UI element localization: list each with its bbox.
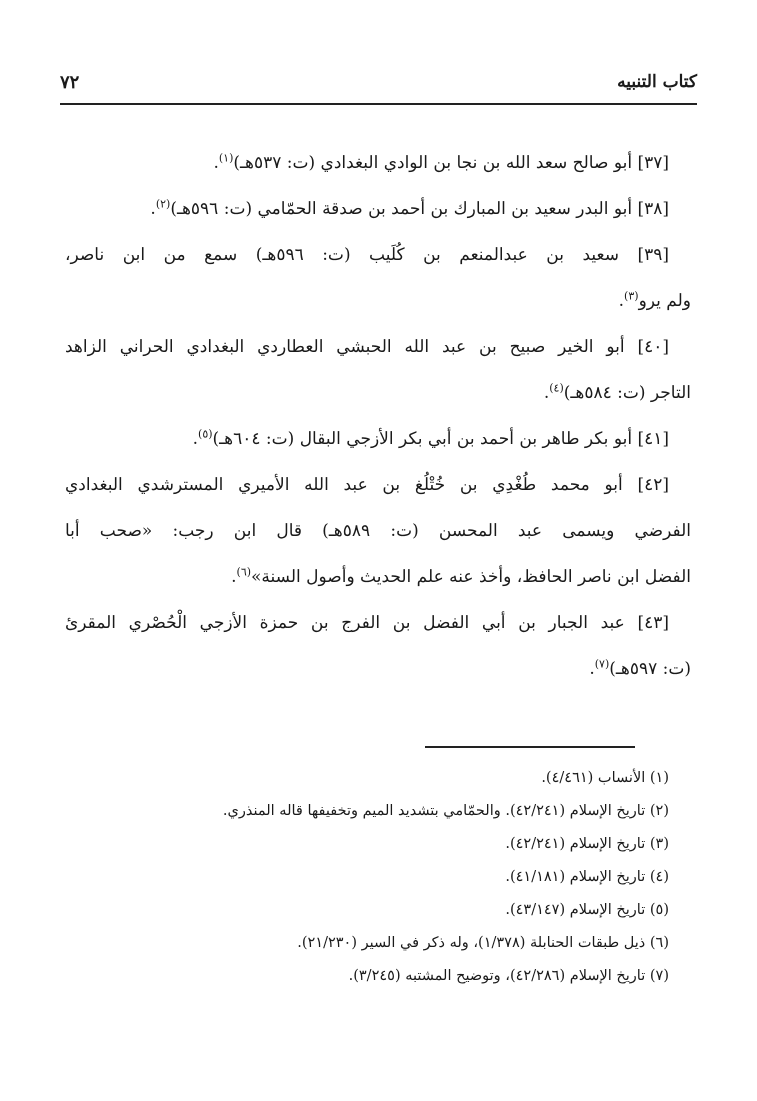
entry-38 bbox=[65, 186, 669, 232]
entry-39 bbox=[65, 232, 669, 278]
footnote-ref: (٤) bbox=[549, 381, 564, 395]
footnotes bbox=[70, 762, 669, 993]
entry-end: . bbox=[589, 659, 595, 679]
entry-37 bbox=[65, 140, 669, 186]
entry-end: . bbox=[618, 291, 625, 311]
entry-end: . bbox=[192, 429, 199, 449]
entry-text: [٤٠] أبو الخير صبيح بن عبد الله الحبشي العطاردي البغدادي الحراني الزاهد bbox=[65, 337, 669, 357]
entry-text: التاجر (ت: ٥٨٤هـ) bbox=[563, 383, 691, 403]
footnote-ref: (٧) bbox=[594, 657, 610, 671]
page-number: ٧٢ bbox=[60, 72, 80, 93]
entry-text: [٣٩] سعيد بن عبدالمنعم بن كُلَيب (ت: ٥٩٦هـ) سمع من ابن ناصر، bbox=[65, 245, 669, 265]
page-header bbox=[60, 70, 697, 100]
footnote-7: (٧) تاريخ الإسلام (٤٢/٢٨٦)، وتوضيح المشتبه (٣/٢٤٥). bbox=[348, 968, 669, 984]
entry-end: . bbox=[543, 383, 550, 403]
entry-41 bbox=[65, 416, 669, 462]
footnote-6: (٦) ذيل طبقات الحنابلة (١/٣٧٨)، وله ذكر في السير (٢١/٢٣٠). bbox=[297, 935, 669, 951]
entry-text: الفضل ابن ناصر الحافظ، وأخذ عنه علم الحديث وأصول السنة» bbox=[251, 567, 691, 587]
footnote-separator bbox=[425, 746, 635, 748]
entry-end: . bbox=[150, 199, 156, 219]
footnote-ref: (٦) bbox=[236, 565, 252, 579]
footnote-2: (٢) تاريخ الإسلام (٤٢/٢٤١). والحمّامي بتشديد الميم وتخفيفها قاله المنذري. bbox=[222, 803, 669, 819]
footnote-ref: (٣) bbox=[624, 289, 639, 303]
entry-42 bbox=[65, 462, 669, 508]
footnote-5: (٥) تاريخ الإسلام (٤٣/١٤٧). bbox=[505, 902, 669, 918]
entry-text: [٣٧] أبو صالح سعد الله بن نجا بن الوادي البغدادي (ت: ٥٣٧هـ) bbox=[233, 153, 669, 173]
entry-42-cont-2 bbox=[65, 554, 691, 600]
entry-end: . bbox=[213, 153, 219, 173]
entry-text: [٣٨] أبو البدر سعيد بن المبارك بن أحمد بن صدقة الحمّامي (ت: ٥٩٦هـ) bbox=[170, 199, 669, 219]
footnote-1: (١) الأنساب (٤/٤٦١). bbox=[541, 770, 669, 786]
entry-42-cont-1 bbox=[65, 508, 691, 554]
entry-text: [٤١] أبو بكر طاهر بن أحمد بن أبي بكر الأزجي البقال (ت: ٦٠٤هـ) bbox=[212, 429, 669, 449]
entry-43 bbox=[65, 600, 669, 646]
entry-43-cont bbox=[65, 646, 691, 692]
footnote-ref: (٢) bbox=[155, 197, 171, 211]
footnote-3: (٣) تاريخ الإسلام (٤٢/٢٤١). bbox=[505, 836, 669, 852]
entry-text: الفرضي ويسمى عبد المحسن (ت: ٥٨٩هـ) قال ابن رجب: «صحب أبا bbox=[65, 521, 691, 541]
header-rule bbox=[60, 103, 697, 105]
entry-text: ولم يرو bbox=[638, 291, 691, 311]
footnote-4: (٤) تاريخ الإسلام (٤١/١٨١). bbox=[505, 869, 669, 885]
entry-40 bbox=[65, 324, 669, 370]
entry-39-cont bbox=[65, 278, 691, 324]
footnote-ref: (٥) bbox=[198, 427, 213, 441]
footnote-ref: (١) bbox=[218, 151, 234, 165]
entry-end: . bbox=[231, 567, 237, 587]
entry-text: (ت: ٥٩٧هـ) bbox=[609, 659, 691, 679]
book-title: كتاب التنبيه bbox=[617, 72, 697, 92]
entry-40-cont bbox=[65, 370, 691, 416]
entry-text: [٤٢] أبو محمد طُغْدِي بن خُتْلُغ بن عبد الله الأميري المسترشدي البغدادي bbox=[65, 475, 669, 495]
main-text bbox=[65, 140, 691, 692]
entry-text: [٤٣] عبد الجبار بن أبي الفضل بن الفرج بن حمزة الأزجي الْحُصْري المقرئ bbox=[65, 613, 669, 633]
